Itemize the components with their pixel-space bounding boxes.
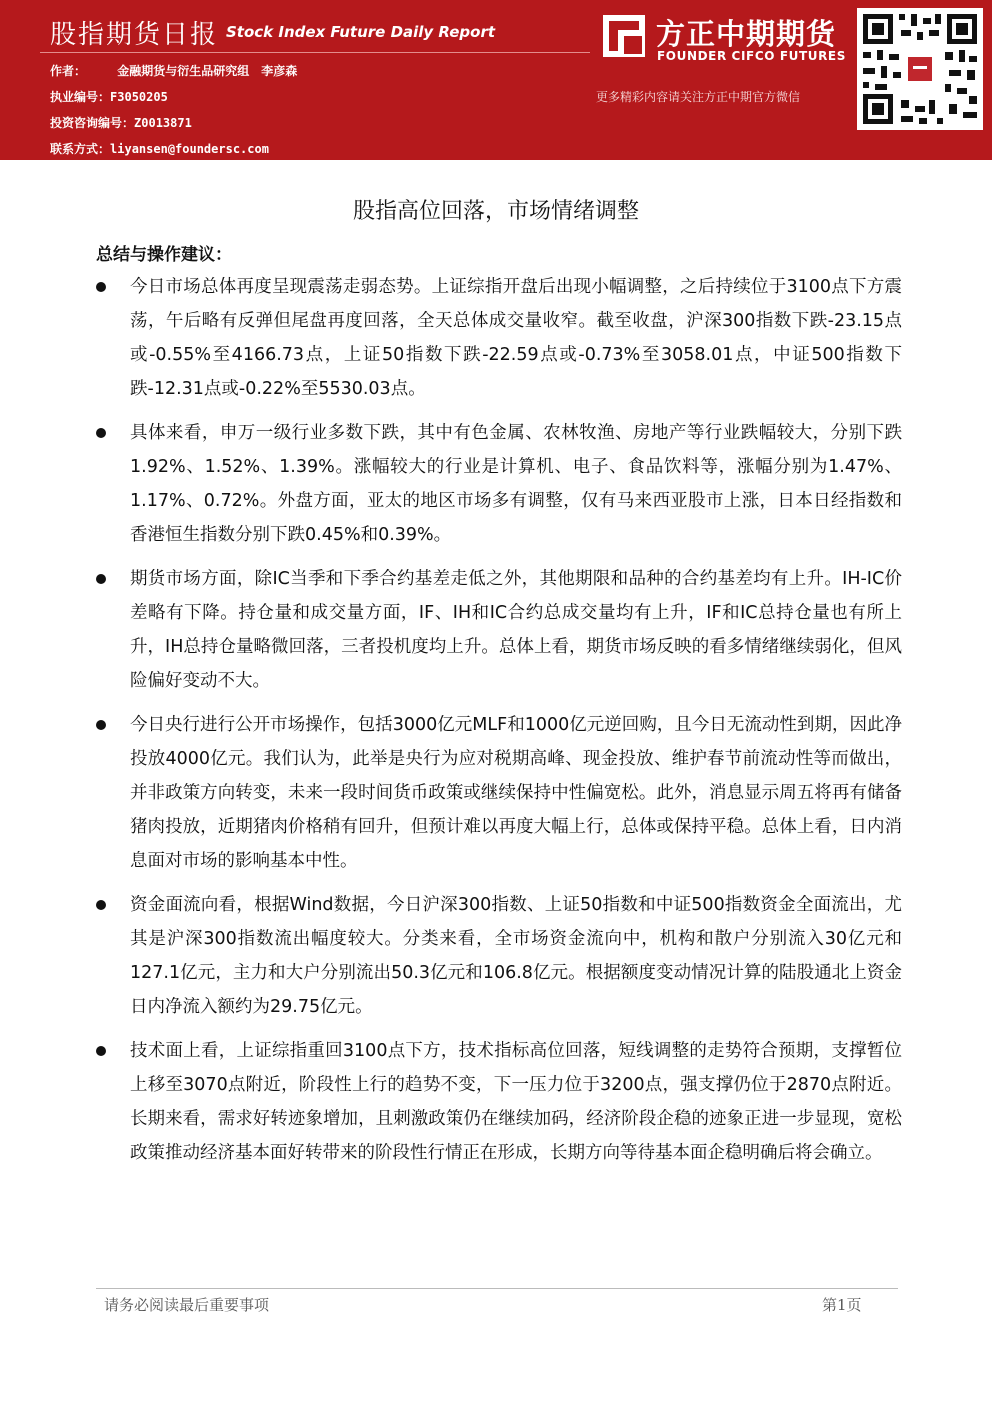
bullet-text: 具体来看，申万一级行业多数下跌，其中有色金属、农林牧渔、房地产等行业跌幅较大，分别下跌1.92%、1.52%、1.39%。涨幅较大的行业是计算机、电子、食品饮料等，涨幅分别为1.47%、1.17%、0.72%。外盘方面，亚太的地区市场多有调整，仅有马来西亚股市上涨，日本日经指数和香港恒生指数分别下跌0.45%和0.39%。 xyxy=(130,423,902,545)
list-item xyxy=(96,888,902,1024)
header-divider xyxy=(40,52,590,53)
bullet-text: 今日央行进行公开市场操作，包括3000亿元MLF和1000亿元逆回购，且今日无流动性到期，因此净投放4000亿元。我们认为，此举是央行为应对税期高峰、现金投放、维护春节前流动性等而做出，并非政策方向转变，未来一段时间货币政策或继续保持中性偏宽松。此外，消息显示周五将再有储备猪肉投放，近期猪肉价格稍有回升，但预计难以再度大幅上行，总体或保持平稳。总体上看，日内消息面对市场的影响基本中性。 xyxy=(130,715,902,871)
bullet-icon xyxy=(96,574,106,584)
contact-label: 联系方式： xyxy=(50,142,111,156)
list-item xyxy=(96,708,902,878)
page-number: 第1页 xyxy=(822,1296,862,1314)
report-title-en: Stock Index Future Daily Report xyxy=(226,23,496,41)
list-item xyxy=(96,270,902,406)
wechat-note: 更多精彩内容请关注方正中期官方微信 xyxy=(596,90,801,104)
consult-row xyxy=(50,114,192,131)
license-label: 执业编号： xyxy=(50,90,111,104)
bullet-text: 期货市场方面，除IC当季和下季合约基差走低之外，其他期限和品种的合约基差均有上升。IH-IC价差略有下降。持仓量和成交量方面，IF、IH和IC合约总成交量均有上升，IF和IC总持仓量也有所上升，IH总持仓量略微回落，三者投机度均上升。总体上看，期货市场反映的看多情绪继续弱化，但风险偏好变动不大。 xyxy=(130,569,902,691)
company-logo-en: FOUNDER CIFCO FUTURES xyxy=(657,49,846,63)
report-header xyxy=(0,0,992,160)
author-label: 作者： xyxy=(50,64,87,78)
contact-value[interactable]: liyansen@foundersc.com xyxy=(110,142,269,156)
footer-divider xyxy=(96,1288,898,1289)
bullet-text: 技术面上看，上证综指重回3100点下方，技术指标高位回落，短线调整的走势符合预期，支撑暂位上移至3070点附近，阶段性上行的趋势不变，下一压力位于3200点，强支撑仍位于2870点附近。长期来看，需求好转迹象增加，且刺激政策仍在继续加码，经济阶段企稳的迹象正进一步显现，宽松政策推动经济基本面好转带来的阶段性行情正在形成，长期方向等待基本面企稳明确后将会确立。 xyxy=(130,1041,902,1163)
bullet-icon xyxy=(96,900,106,910)
list-item xyxy=(96,562,902,698)
license-value: F3050205 xyxy=(110,90,168,104)
company-logo-cn: 方正中期期货 xyxy=(656,17,837,51)
bullet-icon xyxy=(96,720,106,730)
footer-disclaimer-note: 请务必阅读最后重要事项 xyxy=(104,1296,270,1314)
consult-label: 投资咨询编号： xyxy=(50,116,135,130)
author-value: 金融期货与衍生品研究组 李彦森 xyxy=(117,64,298,78)
contact-row xyxy=(50,140,269,157)
bullet-icon xyxy=(96,1046,106,1056)
founder-logo-icon xyxy=(602,14,646,58)
bullet-icon xyxy=(96,428,106,438)
summary-bullet-list xyxy=(96,270,902,1180)
bullet-text: 资金面流向看，根据Wind数据，今日沪深300指数、上证50指数和中证500指数资金全面流出，尤其是沪深300指数流出幅度较大。分类来看，全市场资金流向中，机构和散户分别流入30亿元和127.1亿元，主力和大户分别流出50.3亿元和106.8亿元。根据额度变动情况计算的陆股通北上资金日内净流入额约为29.75亿元。 xyxy=(130,895,902,1017)
list-item xyxy=(96,1034,902,1170)
bullet-text: 今日市场总体再度呈现震荡走弱态势。上证综指开盘后出现小幅调整，之后持续位于3100点下方震荡，午后略有反弹但尾盘再度回落，全天总体成交量收窄。截至收盘，沪深300指数下跌-23.15点或-0.55%至4166.73点，上证50指数下跌-22.59点或-0.73%至3058.01点，中证500指数下跌-12.31点或-0.22%至5530.03点。 xyxy=(130,277,902,399)
report-title-cn: 股指期货日报 xyxy=(50,20,219,50)
author-row xyxy=(50,62,297,79)
section-heading: 总结与操作建议： xyxy=(96,245,232,265)
document-title: 股指高位回落，市场情绪调整 xyxy=(352,199,639,224)
qr-code-icon[interactable] xyxy=(857,8,983,130)
bullet-icon xyxy=(96,282,106,292)
list-item xyxy=(96,416,902,552)
license-row xyxy=(50,88,168,105)
consult-value: Z0013871 xyxy=(134,116,192,130)
